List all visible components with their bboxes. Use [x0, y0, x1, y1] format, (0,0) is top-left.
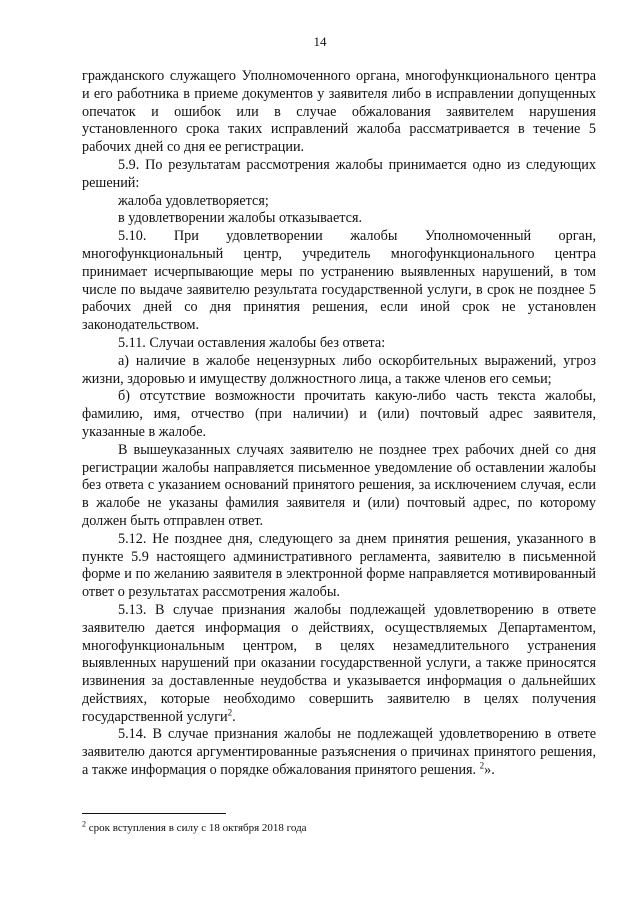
page-number: 14 [313, 34, 327, 49]
footnote-reference: 2 [227, 706, 233, 717]
paragraph-5-11: 5.11. Случаи оставления жалобы без ответа: [118, 334, 386, 351]
paragraph-5-14-text: 5.14. В случае признания жалобы не подлежащей удовлетворению в ответе заявителю даются аргументированные разъяснения о причинах принятого решения, а также информация о порядке обжалования принятого решения. [82, 726, 596, 779]
paragraph-5-11-b: б) отсутствие возможности прочитать какую-либо часть текста жалобы, фамилию, имя, отчество (при наличии) и (или) почтовый адрес заявителя, указанные в жалобе. [82, 388, 596, 440]
document-body [82, 68, 596, 780]
paragraph-5-14 [82, 726, 596, 779]
paragraph-5-11-a: а) наличие в жалобе нецензурных либо оскорбительных выражений, угроз жизни, здоровью и имуществу должностного лица, а также членов его семьи; [82, 352, 596, 387]
footnote-reference: 2 [479, 760, 485, 771]
paragraph-5-12: 5.12. Не позднее дня, следующего за днем принятия решения, указанного в пункте 5.9 настоящего административного регламента, заявителю в письменной форме и по желанию заявителя в электронной форме направляется мотивированный ответ о результатах рассмотрения жалобы. [82, 530, 596, 601]
paragraph-5-13-text: 5.13. В случае признания жалобы подлежащей удовлетворению в ответе заявителю дается информация о действиях, осуществляемых Департаментом, многофункциональным центром, в целях незамедлительного устранения выявленных нарушений при оказании государственной услуги, а также приносятся извинения за доставленные неудобства и указывается информация о дальнейших действиях, которые необходимо совершить заявителю в целях получения государственной услуги [82, 601, 596, 725]
paragraph-5-13 [82, 602, 596, 727]
decision-item-refused: в удовлетворении жалобы отказывается. [118, 210, 363, 227]
footnote-marker: 2 [82, 819, 86, 829]
paragraph-5-13-tail: . [232, 708, 236, 725]
footnote-text: срок вступления в силу с 18 октября 2018 года [86, 822, 307, 834]
paragraph-continuation: гражданского служащего Уполномоченного органа, многофункционального центра и его работника в приеме документов у заявителя либо в исправлении допущенных опечаток и ошибок или в случае обжалования заявителем нарушения установленного срока таких исправлений жалоба рассматривается в течение 5 рабочих дней со дня ее регистрации. [82, 68, 596, 156]
footnote [82, 819, 596, 835]
paragraph-5-11-notice: В вышеуказанных случаях заявителю не позднее трех рабочих дней со дня регистрации жалобы направляется письменное уведомление об оставлении жалобы без ответа с указанием оснований принятого решения, за исключением случая, если в жалобе не указаны фамилия заявителя и (или) почтовый адрес, по которому должен быть отправлен ответ. [82, 441, 596, 529]
decision-item-satisfied: жалоба удовлетворяется; [118, 192, 269, 209]
paragraph-5-10: 5.10. При удовлетворении жалобы Уполномоченный орган, многофункциональный центр, учредитель многофункционального центра принимает исчерпывающие меры по устранению выявленных нарушений, в том числе по выдаче заявителю результата государственной услуги, в срок не позднее 5 рабочих дней со дня принятия решения, если иной срок не установлен законодательством. [82, 228, 596, 334]
footnote-divider [82, 813, 226, 814]
paragraph-5-14-tail: ». [484, 762, 495, 779]
paragraph-5-9: 5.9. По результатам рассмотрения жалобы принимается одно из следующих решений: [82, 156, 596, 191]
